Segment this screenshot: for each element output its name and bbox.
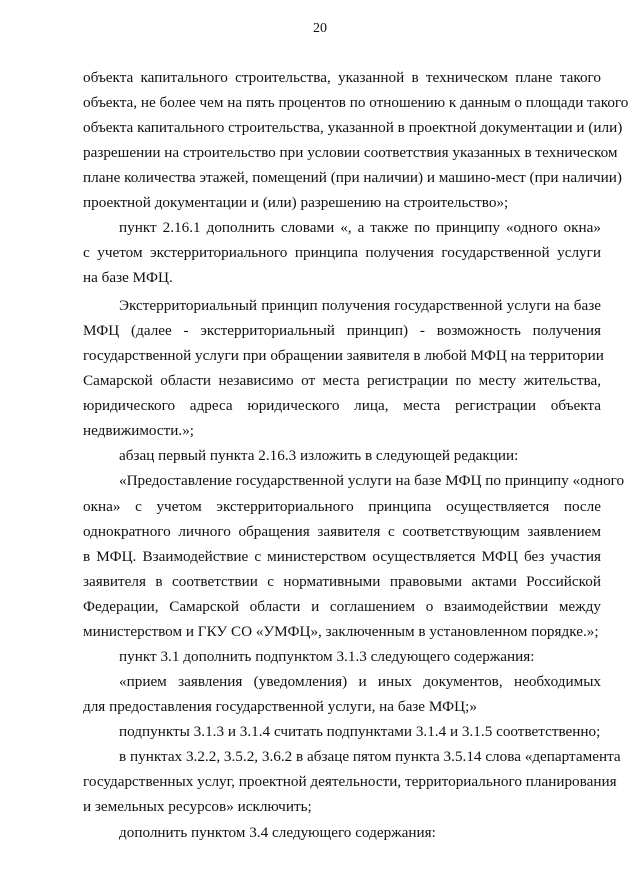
text-line: Федерации, Самарской области и соглашением о взаимодействии между [83,598,601,615]
page-number: 20 [313,21,327,36]
text-line: недвижимости.»; [83,422,195,439]
text-line: дополнить пунктом 3.4 следующего содержания: [119,824,436,841]
text-line: пункт 3.1 дополнить подпунктом 3.1.3 следующего содержания: [119,648,535,665]
text-line: в МФЦ. Взаимодействие с министерством осуществляется МФЦ без участия [83,548,601,565]
text-line: подпункты 3.1.3 и 3.1.4 считать подпунктами 3.1.4 и 3.1.5 соответственно; [119,723,601,740]
text-line: «прием заявления (уведомления) и иных документов, необходимых [119,673,601,690]
text-line: заявителя в соответствии с нормативными правовыми актами Российской [83,573,601,590]
text-line: министерством и ГКУ СО «УМФЦ», заключенным в установленном порядке.»; [83,623,599,640]
text-line: объекта, не более чем на пять процентов по отношению к данным о площади такого [83,94,629,111]
text-line: плане количества этажей, помещений (при наличии) и машино-мест (при наличии) [83,169,622,186]
text-line: Экстерриториальный принцип получения государственной услуги на базе [119,297,601,314]
text-line: проектной документации и (или) разрешению на строительство»; [83,194,509,211]
text-line: Самарской области независимо от места регистрации по месту жительства, [83,372,601,389]
text-line: с учетом экстерриториального принципа получения государственной услуги [83,244,601,261]
text-line: абзац первый пункта 2.16.3 изложить в следующей редакции: [119,447,519,464]
text-line: объекта капитального строительства, указанной в проектной документации и (или) [83,119,623,136]
text-line: в пунктах 3.2.2, 3.5.2, 3.6.2 в абзаце пятом пункта 3.5.14 слова «департамента [119,748,621,765]
text-line: «Предоставление государственной услуги на базе МФЦ по принципу «одного [119,472,625,489]
text-line: государственной услуги при обращении заявителя в любой МФЦ на территории [83,347,604,364]
text-line: государственных услуг, проектной деятельности, территориального планирования [83,773,617,790]
text-line: окна» с учетом экстерриториального принципа осуществляется после [83,498,601,515]
text-line: пункт 2.16.1 дополнить словами «, а также по принципу «одного окна» [119,219,601,236]
text-line: МФЦ (далее - экстерриториальный принцип) - возможность получения [83,322,601,339]
text-line: разрешении на строительство при условии соответствия указанных в техническом [83,144,618,161]
text-line: юридического адреса юридического лица, места регистрации объекта [83,397,601,414]
text-line: объекта капитального строительства, указанной в техническом плане такого [83,69,601,86]
text-line: и земельных ресурсов» исключить; [83,798,312,815]
text-line: однократного личного обращения заявителя с соответствующим заявлением [83,523,601,540]
text-line: для предоставления государственной услуги, на базе МФЦ;» [83,698,477,715]
text-line: на базе МФЦ. [83,269,173,286]
